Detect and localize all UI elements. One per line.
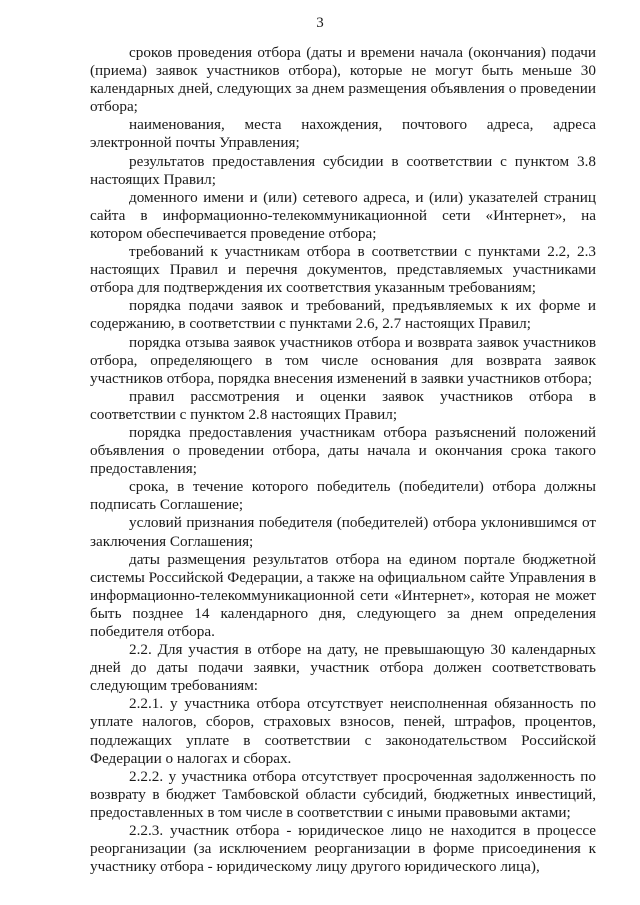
paragraph-contacts: наименования, места нахождения, почтового адреса, адреса электронной почты Управления; (90, 116, 596, 152)
document-body (90, 44, 596, 876)
page-number: 3 (316, 15, 324, 31)
paragraph-evasion-conditions: условий признания победителя (победителей) отбора уклонившимся от заключения Соглашения; (90, 514, 596, 550)
paragraph-requirements: требований к участникам отбора в соответствии с пунктами 2.2, 2.3 настоящих Правил и перечня документов, представляемых участниками отбора для подтверждения их соответствия указанным требованиям; (90, 243, 596, 297)
paragraph-submission-order: порядка подачи заявок и требований, предъявляемых к их форме и содержанию, в соответствии с пунктами 2.6, 2.7 настоящих Правил; (90, 297, 596, 333)
paragraph-results-publication: даты размещения результатов отбора на едином портале бюджетной системы Российской Федерации, а также на официальном сайте Управления в информационно-телекоммуникационной сети «Интернет», которая не может быть позднее 14 календарного дня, следующего за днем определения победителя отбора. (90, 550, 596, 640)
paragraph-signing-deadline: срока, в течение которого победитель (победители) отбора должны подписать Соглашение; (90, 478, 596, 514)
paragraph-withdrawal-order: порядка отзыва заявок участников отбора и возврата заявок участников отбора, определяющего в том числе основания для возврата заявок участников отбора, порядка внесения изменений в заявки участников отбора; (90, 333, 596, 387)
paragraph-section-2-2-2: 2.2.2. у участника отбора отсутствует просроченная задолженность по возврату в бюджет Тамбовской области субсидий, бюджетных инвестиций, предоставленных в том числе в соответствии с иными правовыми актами; (90, 767, 596, 821)
paragraph-section-2-2-3: 2.2.3. участник отбора - юридическое лицо не находится в процессе реорганизации (за исключением реорганизации в форме присоединения к участнику отбора - юридическому лицу другого юридического лица), (90, 822, 596, 876)
paragraph-section-2-2: 2.2. Для участия в отборе на дату, не превышающую 30 календарных дней до даты подачи заявки, участник отбора должен соответствовать следующим требованиям: (90, 641, 596, 695)
paragraph-deadlines: сроков проведения отбора (даты и времени начала (окончания) подачи (приема) заявок участников отбора), которые не могут быть меньше 30 календарных дней, следующих за днем размещения объявления о проведении отбора; (90, 44, 596, 116)
paragraph-section-2-2-1: 2.2.1. у участника отбора отсутствует неисполненная обязанность по уплате налогов, сборов, страховых взносов, пеней, штрафов, процентов, подлежащих уплате в соответствии с законодательством Российской Федерации о налогах и сборах. (90, 695, 596, 767)
paragraph-domain: доменного имени и (или) сетевого адреса, и (или) указателей страниц сайта в информационно-телекоммуникационной сети «Интернет», на котором обеспечивается проведение отбора; (90, 188, 596, 242)
paragraph-results: результатов предоставления субсидии в соответствии с пунктом 3.8 настоящих Правил; (90, 152, 596, 188)
paragraph-clarifications: порядка предоставления участникам отбора разъяснений положений объявления о проведении отбора, даты начала и окончания срока такого предоставления; (90, 423, 596, 478)
paragraph-review-rules: правил рассмотрения и оценки заявок участников отбора в соответствии с пунктом 2.8 настоящих Правил; (90, 387, 596, 423)
